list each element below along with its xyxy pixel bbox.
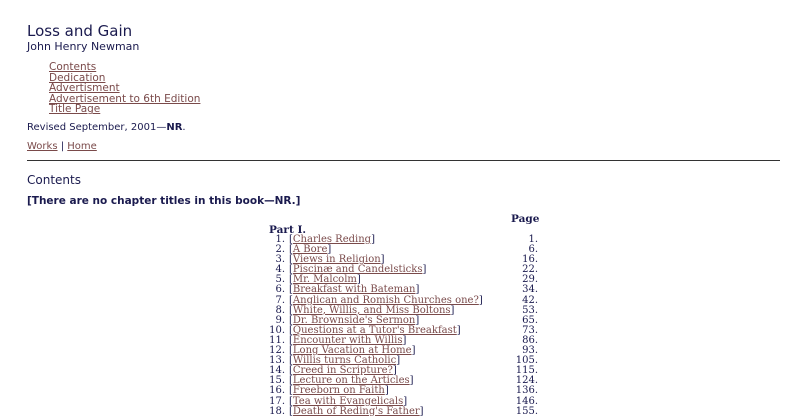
- chapter-page: 1.: [528, 234, 538, 245]
- chapter-number: 11.: [269, 334, 285, 346]
- bracket-open: [: [289, 405, 293, 417]
- note-initials: NR.: [274, 195, 296, 207]
- chapter-number: 16.: [269, 385, 285, 397]
- contents-heading: Contents: [27, 173, 81, 187]
- nav-separator: |: [57, 141, 68, 152]
- bracket-open: [: [289, 284, 293, 296]
- bracket-close: ]: [456, 324, 461, 336]
- bracket-close: ]: [415, 314, 420, 326]
- chapter-number: 7.: [275, 294, 285, 306]
- note-close: ]: [295, 195, 301, 207]
- chapter-row: [263, 407, 543, 417]
- chapter-page: 73.: [522, 324, 538, 336]
- bracket-open: [: [289, 274, 293, 286]
- chapter-link[interactable]: White, Willis, and Miss Boltons: [292, 304, 451, 316]
- chapter-link[interactable]: A Bore: [292, 244, 328, 256]
- chapter-link[interactable]: Death of Reding's Father: [292, 405, 420, 417]
- chapter-number: 2.: [275, 244, 285, 256]
- toc-link-advertisment[interactable]: Advertisment: [49, 82, 120, 95]
- home-link[interactable]: Home: [67, 141, 97, 152]
- chapter-number: 15.: [269, 375, 285, 387]
- page-title: Loss and Gain: [27, 22, 133, 40]
- bracket-open: [: [289, 345, 293, 357]
- chapter-link[interactable]: Dr. Brownside's Sermon: [292, 314, 416, 326]
- chapter-number: 4.: [275, 264, 285, 276]
- chapter-list: [263, 235, 543, 417]
- chapter-number: 6.: [275, 284, 285, 296]
- chapter-page: 124.: [515, 375, 538, 387]
- chapter-page: 65.: [522, 314, 538, 326]
- chapter-link[interactable]: Long Vacation at Home: [292, 345, 412, 357]
- chapter-link[interactable]: Creed in Scripture?: [292, 365, 393, 377]
- chapter-link[interactable]: Mr. Malcolm: [292, 274, 357, 286]
- part-heading: Part I.: [269, 224, 307, 236]
- bracket-open: [: [289, 334, 293, 346]
- chapter-page: 93.: [522, 345, 538, 357]
- revision-text: Revised September, 2001—: [27, 122, 167, 133]
- chapter-page: 146.: [515, 395, 538, 407]
- chapter-link[interactable]: Charles Reding: [292, 234, 372, 245]
- bracket-open: [: [289, 324, 293, 336]
- chapter-page: 105.: [515, 355, 538, 367]
- chapter-page: 22.: [522, 264, 538, 276]
- works-link[interactable]: Works: [27, 141, 58, 152]
- divider: [27, 160, 780, 161]
- chapter-number: 8.: [275, 304, 285, 316]
- bracket-close: ]: [409, 375, 414, 387]
- chapter-link[interactable]: Breakfast with Bateman: [292, 284, 416, 296]
- chapter-link[interactable]: Willis turns Catholic: [292, 355, 397, 367]
- bracket-close: ]: [419, 405, 424, 417]
- chapter-number: 14.: [269, 365, 285, 377]
- toc-link-advertisement-6th[interactable]: Advertisement to 6th Edition: [49, 92, 201, 105]
- chapter-page: 136.: [515, 385, 538, 397]
- chapter-page: 53.: [522, 304, 538, 316]
- bracket-open: [: [289, 234, 293, 245]
- bracket-close: ]: [403, 395, 408, 407]
- revision-note: [27, 122, 186, 133]
- chapter-number: 5.: [275, 274, 285, 286]
- author-name: John Henry Newman: [27, 40, 140, 53]
- bracket-open: [: [289, 365, 293, 377]
- chapter-page: 115.: [515, 365, 538, 377]
- chapter-link[interactable]: Tea with Evangelicals: [292, 395, 404, 407]
- bracket-close: ]: [450, 304, 455, 316]
- bracket-close: ]: [402, 334, 407, 346]
- toc-link-title-page[interactable]: Title Page: [49, 103, 101, 116]
- bracket-close: ]: [380, 254, 385, 266]
- chapter-number: 10.: [269, 324, 285, 336]
- chapter-title: [289, 407, 424, 417]
- chapter-page: 34.: [522, 284, 538, 296]
- bracket-open: [: [289, 264, 293, 276]
- toc-link-dedication[interactable]: Dedication: [49, 71, 106, 84]
- bracket-close: ]: [371, 234, 375, 245]
- nav-links: [27, 141, 97, 152]
- chapter-page: 6.: [528, 244, 538, 256]
- chapter-link[interactable]: Anglican and Romish Churches one?: [292, 294, 479, 306]
- chapter-note: [27, 195, 300, 207]
- bracket-open: [: [289, 254, 293, 266]
- chapter-number: 1.: [275, 234, 285, 245]
- bracket-open: [: [289, 375, 293, 387]
- bracket-open: [: [289, 314, 293, 326]
- bracket-close: ]: [356, 274, 361, 286]
- page-column-header: Page: [511, 213, 540, 225]
- chapter-page: 16.: [522, 254, 538, 266]
- chapter-link[interactable]: Lecture on the Articles: [292, 375, 410, 387]
- revision-initials: NR: [166, 122, 183, 133]
- bracket-open: [: [289, 244, 293, 256]
- chapter-link[interactable]: Freeborn on Faith: [292, 385, 385, 397]
- note-open: [There are no chapter titles in this book—: [27, 195, 275, 207]
- bracket-open: [: [289, 294, 293, 306]
- bracket-open: [: [289, 385, 293, 397]
- chapter-page: 42.: [522, 294, 538, 306]
- chapter-page: 29.: [522, 274, 538, 286]
- bracket-close: ]: [422, 264, 427, 276]
- chapter-page: 155.: [515, 405, 538, 417]
- bracket-close: ]: [392, 365, 397, 377]
- chapter-number: 12.: [269, 345, 285, 357]
- chapter-link[interactable]: Encounter with Willis: [292, 334, 403, 346]
- chapter-number: 17.: [269, 395, 285, 407]
- chapter-link[interactable]: Questions at a Tutor's Breakfast: [292, 324, 457, 336]
- bracket-close: ]: [327, 244, 332, 256]
- toc-links: [49, 62, 200, 115]
- bracket-open: [: [289, 304, 293, 316]
- bracket-close: ]: [411, 345, 416, 357]
- bracket-open: [: [289, 355, 293, 367]
- bracket-close: ]: [384, 385, 389, 397]
- toc-link-contents[interactable]: Contents: [49, 61, 97, 73]
- chapter-link[interactable]: Piscinæ and Candelsticks: [292, 264, 423, 276]
- bracket-close: ]: [396, 355, 401, 367]
- chapter-number: 18.: [269, 405, 285, 417]
- bracket-close: ]: [478, 294, 483, 306]
- chapter-number: 13.: [269, 355, 285, 367]
- chapter-page: 86.: [522, 334, 538, 346]
- revision-end: .: [182, 122, 186, 133]
- chapter-link[interactable]: Views in Religion: [292, 254, 381, 266]
- chapter-number: 9.: [275, 314, 285, 326]
- bracket-open: [: [289, 395, 293, 407]
- chapter-number: 3.: [275, 254, 285, 266]
- bracket-close: ]: [415, 284, 420, 296]
